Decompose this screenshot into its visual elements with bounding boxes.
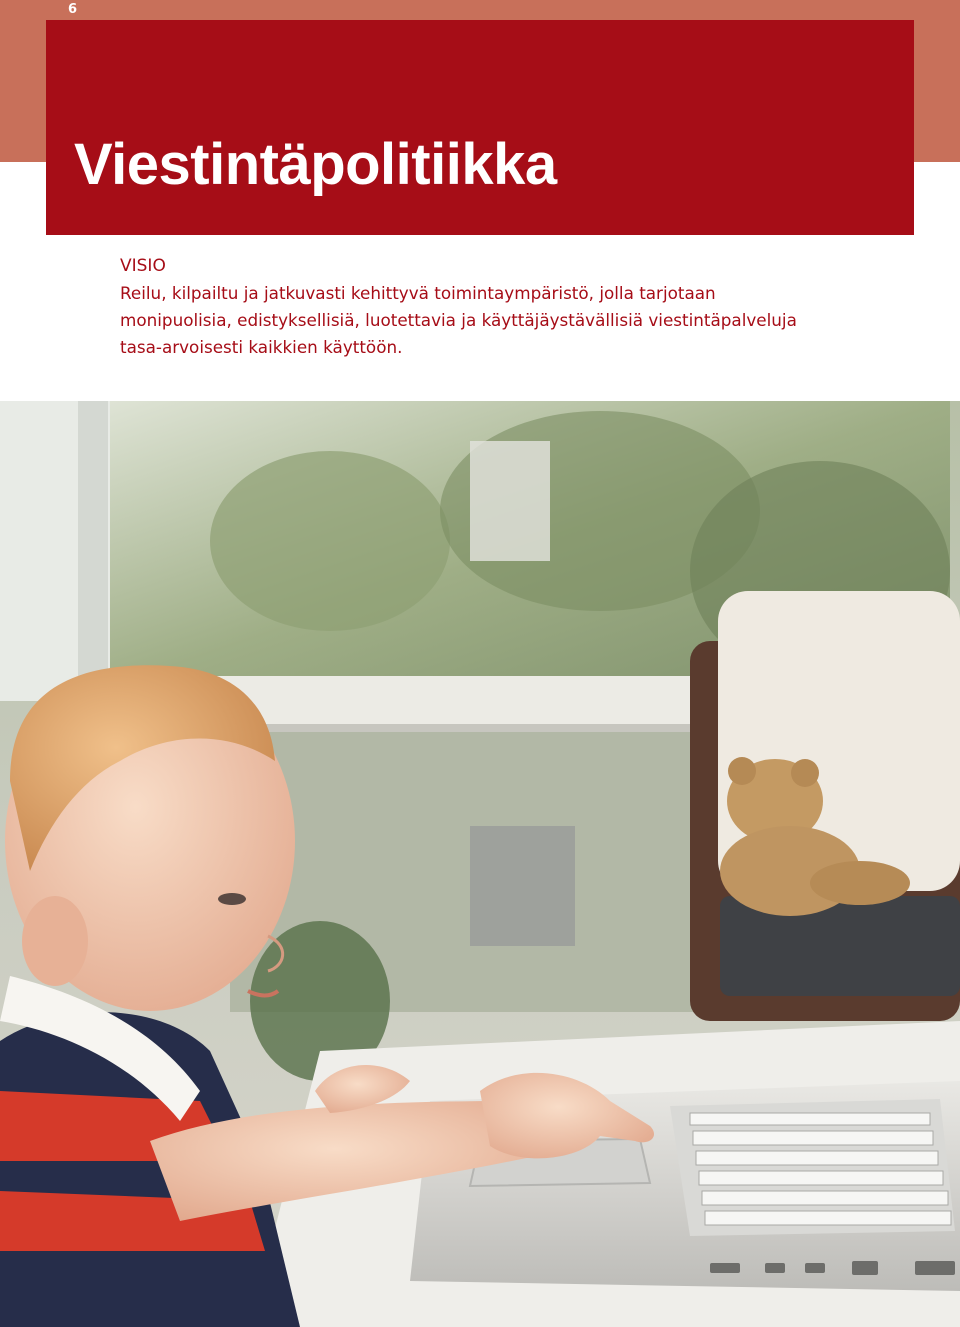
vision-line-1: Reilu, kilpailtu ja jatkuvasti kehittyvä toimintaympäristö, jolla tarjotaan — [120, 283, 716, 303]
vision-line-3: tasa-arvoisesti kaikkien käyttöön. — [120, 337, 403, 357]
page-number: 6 — [68, 2, 78, 17]
vision-section — [120, 253, 920, 361]
top-strip — [0, 0, 960, 20]
photo-illustration — [0, 401, 960, 1327]
vision-line-2: monipuolisia, edistyksellisiä, luotettavia ja käyttäjäystävällisiä viestintäpalveluja — [120, 310, 797, 330]
page-title: Viestintäpolitiikka — [74, 132, 557, 197]
title-box — [46, 20, 914, 235]
vision-heading: VISIO — [120, 256, 166, 276]
photo-child-laptop — [0, 401, 960, 1327]
